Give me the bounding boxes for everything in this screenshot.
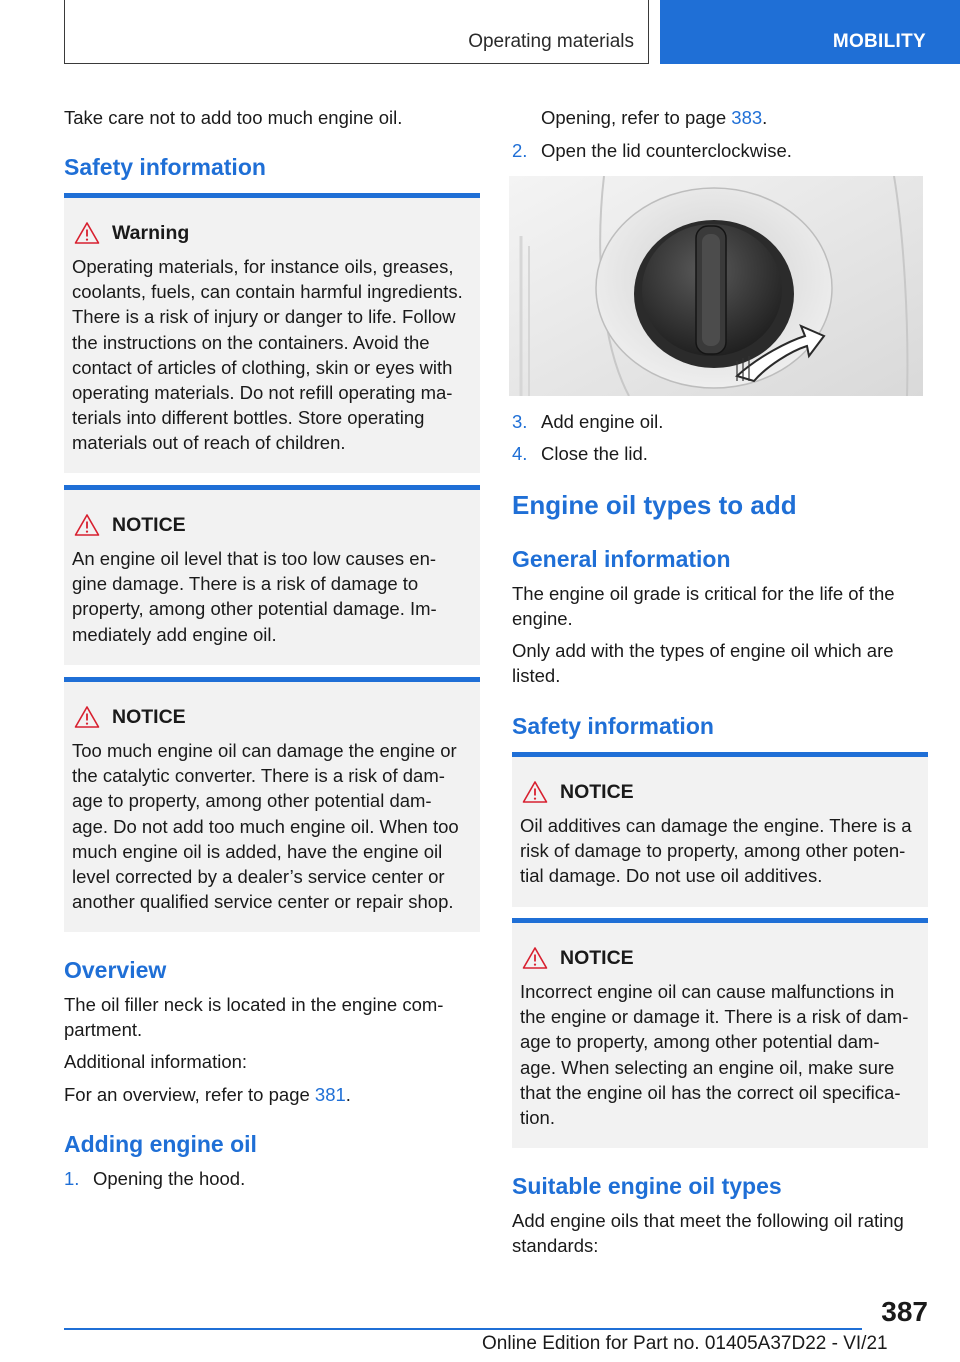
overview-heading: Overview bbox=[64, 957, 167, 983]
page-link-383[interactable]: 383 bbox=[731, 107, 763, 128]
step-2 bbox=[512, 138, 928, 164]
step-number: 1. bbox=[64, 1168, 80, 1189]
notice-box-3 bbox=[512, 752, 928, 907]
notice-text-3: Oil additives can damage the engine. There is a risk of damage to property, among other poten‐ tial damage. Do not use oil additives. bbox=[520, 815, 912, 887]
suitable-types-text: Add engine oils that meet the following oil rating standards: bbox=[512, 1210, 904, 1256]
notice-title-3: NOTICE bbox=[560, 780, 634, 803]
warning-triangle-icon bbox=[520, 946, 556, 970]
hood-reference: Opening, refer to page 383. bbox=[541, 107, 768, 128]
footer-divider bbox=[64, 1328, 862, 1330]
only-add-text: Only add with the types of engine oil which are listed. bbox=[512, 640, 894, 686]
header-chapter-title: MOBILITY bbox=[832, 31, 926, 52]
notice-box-2 bbox=[64, 677, 480, 932]
step-number: 3. bbox=[512, 411, 528, 432]
warning-triangle-icon bbox=[72, 513, 108, 537]
step-number: 2. bbox=[512, 140, 528, 161]
footer-edition: Online Edition for Part no. 01405A37D22 - VI/21 bbox=[482, 1333, 888, 1354]
notice-box-4 bbox=[512, 918, 928, 1148]
notice-text-4: Incorrect engine oil can cause malfunctions in the engine or damage it. There is a risk of dam‐ age to property, among other potential dam‐ age. When selecting an engine oil, make sure that the engine oil has the correct oil specifica‐ tion. bbox=[520, 981, 909, 1129]
warning-triangle-icon bbox=[72, 221, 108, 245]
warning-triangle-icon bbox=[72, 705, 108, 729]
warning-box bbox=[64, 193, 480, 473]
overview-text: The oil filler neck is located in the engine com‐ partment. bbox=[64, 994, 444, 1040]
warning-title: Warning bbox=[112, 221, 190, 244]
additional-info-label: Additional information: bbox=[64, 1051, 248, 1072]
header-chapter-tab bbox=[660, 0, 960, 64]
suitable-types-heading: Suitable engine oil types bbox=[512, 1173, 782, 1199]
warning-triangle-icon bbox=[520, 780, 556, 804]
page-link-381[interactable]: 381 bbox=[314, 1084, 346, 1105]
notice-title-1: NOTICE bbox=[112, 513, 186, 536]
header-section-title: Operating materials bbox=[468, 31, 634, 52]
safety-heading-right: Safety information bbox=[512, 713, 714, 739]
step-number: 4. bbox=[512, 443, 528, 464]
step-text: Opening the hood. bbox=[93, 1168, 246, 1189]
step-3 bbox=[512, 409, 928, 435]
notice-text-2: Too much engine oil can damage the engine or the catalytic converter. There is a risk of dam‐ age to property, among other potential dam‐ age. Do not add too much engine oil. When too much engine oil is added, have the engine oil level corrected by a dealer’s service center or another qualified service center or repair shop. bbox=[72, 740, 459, 913]
safety-heading-left: Safety information bbox=[64, 154, 266, 180]
step-text: Add engine oil. bbox=[541, 411, 664, 432]
overview-reference: For an overview, refer to page 381. bbox=[64, 1084, 351, 1105]
oil-cap-photo bbox=[509, 176, 923, 396]
step-text: Close the lid. bbox=[541, 443, 648, 464]
notice-text-1: An engine oil level that is too low causes en‐ gine damage. There is a risk of damage to property, among other potential damage. Im‐ mediately add engine oil. bbox=[72, 548, 437, 645]
step-4 bbox=[512, 441, 928, 467]
oil-types-heading: Engine oil types to add bbox=[512, 490, 797, 520]
step-text: Open the lid counterclockwise. bbox=[541, 140, 792, 161]
notice-title-4: NOTICE bbox=[560, 946, 634, 969]
page-number: 387 bbox=[881, 1296, 928, 1327]
notice-box-1 bbox=[64, 485, 480, 665]
header-section-tab bbox=[64, 0, 649, 64]
warning-text: Operating materials, for instance oils, greases, coolants, fuels, can contain harmful ingredients. There is a risk of injury or danger to life. Follow the instructions on the containers. Avoid the contact of articles of clothing, skin or eyes with operating materials. Do not refill operating ma‐ terials into different bottles. Store operating materials out of reach of children. bbox=[72, 256, 463, 454]
general-info-heading: General information bbox=[512, 546, 731, 572]
notice-title-2: NOTICE bbox=[112, 705, 186, 728]
adding-oil-heading: Adding engine oil bbox=[64, 1131, 257, 1157]
step-1 bbox=[64, 1166, 480, 1192]
general-info-text: The engine oil grade is critical for the life of the engine. bbox=[512, 583, 895, 629]
intro-text: Take care not to add too much engine oil. bbox=[64, 107, 403, 128]
